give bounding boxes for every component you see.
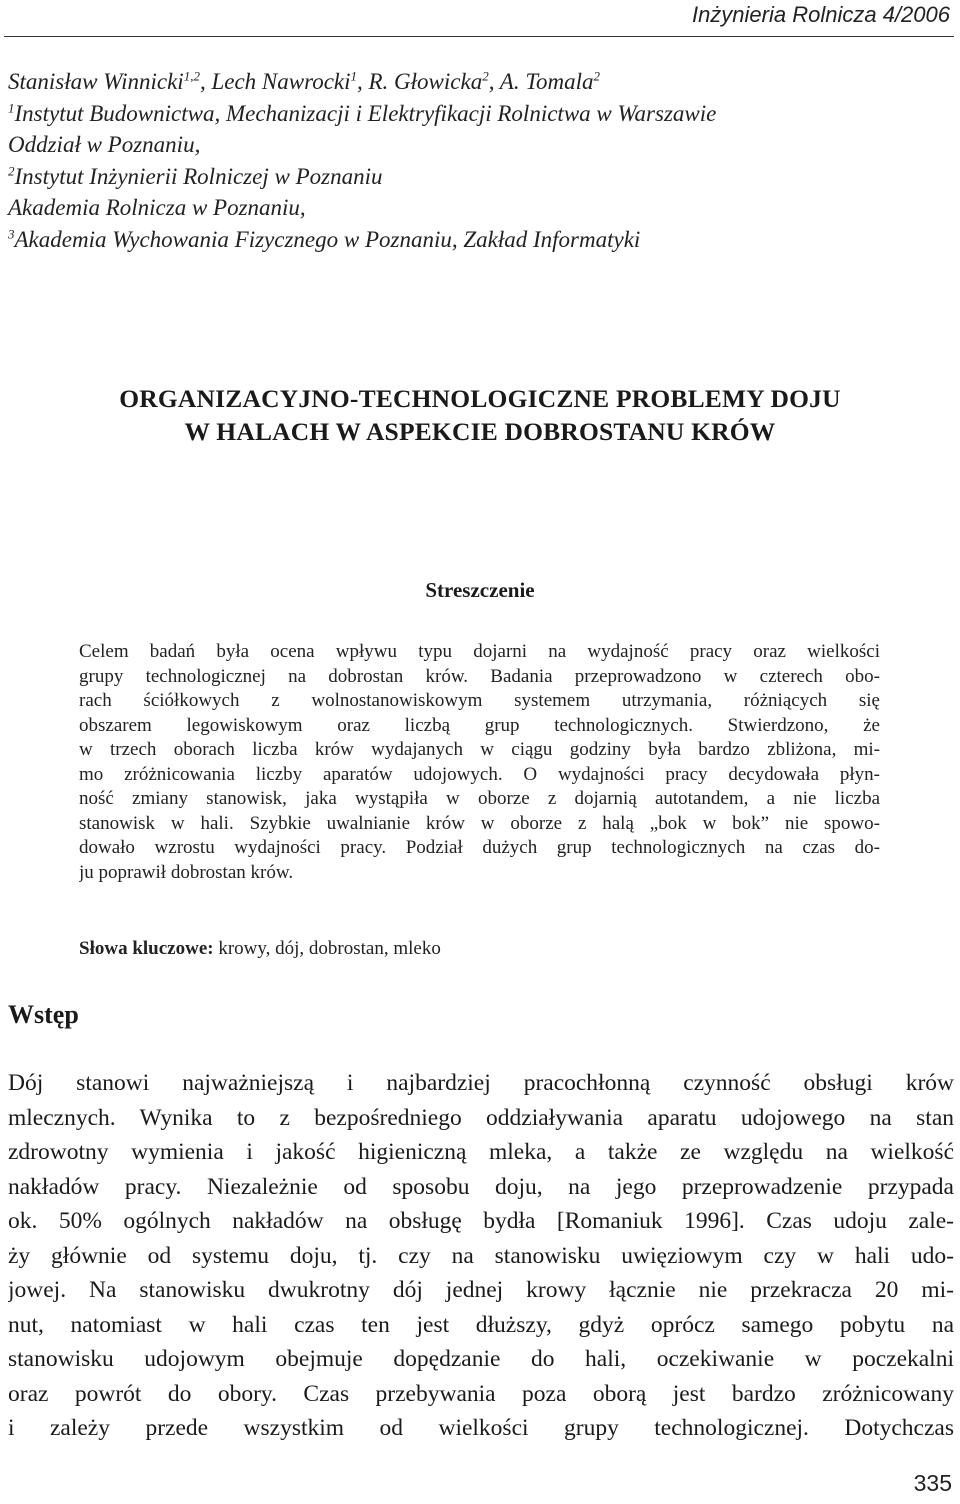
body-line: oraz powrót do obory. Czas przebywania poza oborą jest bardzo zróżnicowany [8, 1380, 954, 1407]
affiliation-line [8, 98, 948, 130]
header-rule [4, 36, 954, 37]
body-line: i zależy przede wszystkim od wielkości grupy technologicznej. Dotychczas [8, 1415, 954, 1441]
affiliation-text: Oddział w Poznaniu, [8, 132, 201, 157]
body-line: zdrowotny wymienia i jakość higieniczną mleka, a także ze względu na wielkość [8, 1139, 954, 1165]
keywords-list: krowy, dój, dobrostan, mleko [213, 938, 441, 959]
keywords-label: Słowa kluczowe: [79, 938, 214, 959]
abstract-line: dowało wzrostu wydajności pracy. Podział dużych grup technologicznych na czas do- [79, 837, 880, 858]
affiliation-line [8, 161, 948, 193]
author-name: , Lech Nawrocki [199, 69, 351, 94]
author-block [8, 66, 948, 255]
body-line: jowej. Na stanowisku dwukrotny dój jednej krowy łącznie nie przekracza 20 mi- [8, 1277, 954, 1303]
affiliation-line [8, 129, 948, 161]
abstract-line: obszarem legowiskowym oraz liczbą grup technologicznych. Stwierdzono, że [79, 714, 880, 736]
author-name: , R. Głowicka [357, 69, 483, 94]
abstract-line: Celem badań była ocena wpływu typu dojarni na wydajność pracy oraz wielkości [79, 641, 880, 662]
affiliation-mark: 3 [8, 225, 15, 241]
abstract-line: mo zróżnicowania liczby aparatów udojowych. O wydajności pracy decydowała płyn- [79, 763, 880, 785]
affiliation-mark: 1 [8, 99, 15, 115]
section-heading-intro: Wstęp [8, 1000, 79, 1029]
title-line: ORGANIZACYJNO-TECHNOLOGICZNE PROBLEMY DOJU [119, 384, 841, 413]
body-line: ży głównie od systemu doju, tj. czy na stanowisku uwięziowym czy w hali udo- [8, 1242, 954, 1269]
affiliation-text: Akademia Wychowania Fizycznego w Poznaniu, Zakład Informatyki [14, 226, 641, 252]
body-line: stanowisku udojowym obejmuje dopędzanie do hali, oczekiwanie w poczekalni [8, 1346, 954, 1372]
affiliation-text: Akademia Rolnicza w Poznaniu, [8, 195, 306, 220]
author-name: Stanisław Winnicki [8, 69, 184, 94]
author-affiliation-mark: 1 [350, 68, 357, 84]
author-affiliation-mark: 2 [593, 68, 601, 84]
author-name: , A. Tomala [488, 69, 594, 94]
affiliation-line [8, 224, 948, 256]
body-line: Dój stanowi najważniejszą i najbardziej pracochłonną czynność obsługi krów [8, 1070, 954, 1096]
affiliation-text: Instytut Budownictwa, Mechanizacji i Elektryfikacji Rolnictwa w Warszawie [14, 100, 717, 126]
author-affiliation-mark: 1,2 [183, 68, 200, 84]
page-number: 335 [913, 1470, 952, 1496]
body-line: nut, natomiast w hali czas ten jest dłuższy, gdyż oprócz samego pobytu na [8, 1311, 954, 1338]
abstract-line: ju poprawił dobrostan krów. [79, 861, 294, 883]
intro-paragraph [8, 1066, 954, 1446]
abstract-line: ność zmiany stanowisk, jaka wystąpiła w oborze z dojarnią autotandem, a nie liczba [79, 788, 880, 809]
affiliation-mark: 2 [8, 162, 15, 178]
affiliation-line [8, 192, 948, 224]
body-line: mlecznych. Wynika to z bezpośredniego oddziaływania aparatu udojowego na stan [8, 1104, 954, 1131]
author-list [8, 66, 948, 98]
abstract-line: grupy technologicznej na dobrostan krów. Badania przeprowadzono w czterech obo- [79, 665, 880, 687]
title-line: W HALACH W ASPEKCIE DOBROSTANU KRÓW [184, 417, 776, 446]
body-line: ok. 50% ogólnych nakładów na obsługę bydła [Romaniuk 1996]. Czas udoju zale- [8, 1208, 954, 1234]
abstract-heading: Streszczenie [425, 578, 535, 602]
journal-header: Inżynieria Rolnicza 4/2006 [691, 2, 950, 27]
author-affiliation-mark: 2 [482, 68, 489, 84]
keywords [79, 938, 441, 960]
abstract-line: w trzech oborach liczba krów wydajanych w ciągu godziny była bardzo zbliżona, mi- [79, 739, 880, 760]
abstract-text [79, 640, 880, 885]
abstract-line: rach ściółkowych z wolnostanowiskowym systemem utrzymania, różniących się [79, 690, 880, 711]
affiliation-text: Instytut Inżynierii Rolniczej w Poznaniu [14, 163, 383, 189]
paper-title [0, 382, 960, 448]
body-line: nakładów pracy. Niezależnie od sposobu doju, na jego przeprowadzenie przypada [8, 1173, 954, 1200]
abstract-line: stanowisk w hali. Szybkie uwalnianie krów w oborze z halą „bok w bok” nie spowo- [79, 812, 880, 834]
